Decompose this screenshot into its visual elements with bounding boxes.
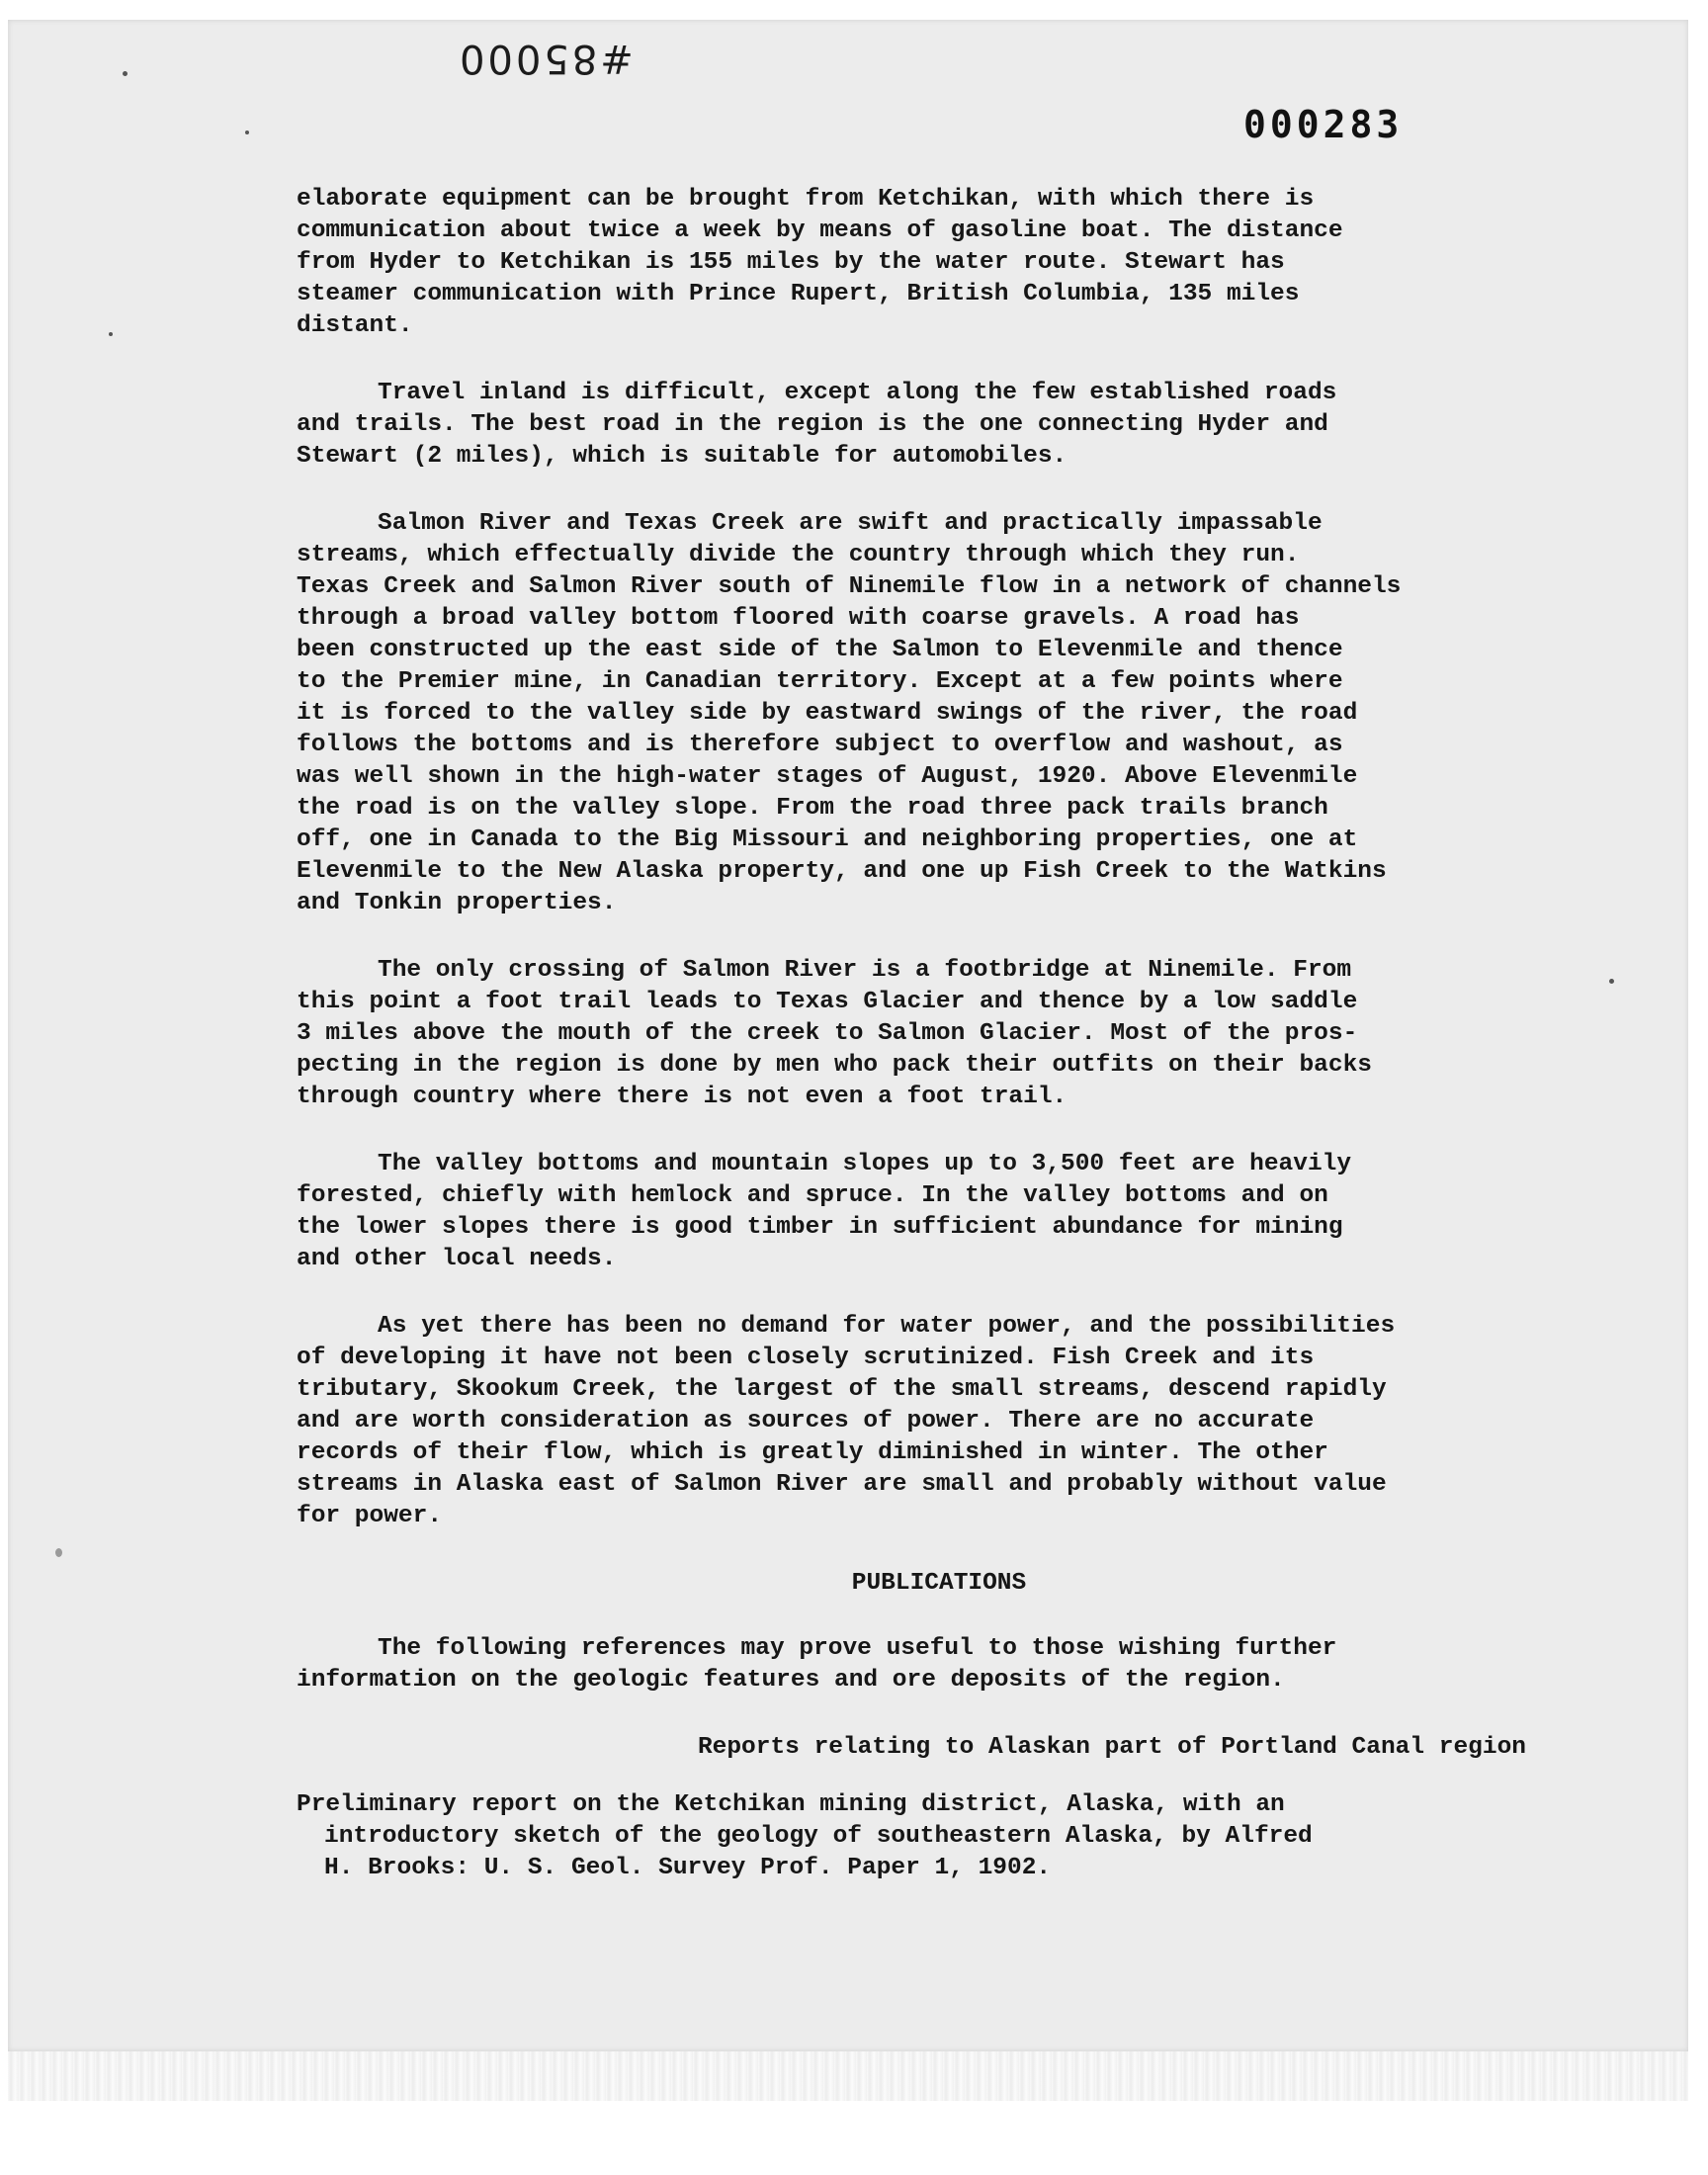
paragraph-communication: elaborate equipment can be brought from Ketchikan, with which there is communication about twice a week by means of gasoline boat. The distance from Hyder to Ketchikan is 155 miles by the water route. Stewart has steamer communication with Prince Rupert, British Columbia, 135 miles distant.: [297, 186, 1343, 339]
page-bottom-edge: [8, 2051, 1688, 2101]
paragraph-water-power: As yet there has been no demand for water power, and the possibilities of developing it have not been closely scrutinized. Fish Creek and its tributary, Skookum Creek, the largest of the small streams, descend rapidly and are worth consideration as sources of power. There are no accurate records of their flow, which is greatly diminished in winter. The other streams in Alaska east of Salmon River are small and probably without value for power.: [297, 1313, 1396, 1529]
reports-subheading: Reports relating to Alaskan part of Portland Canal region: [697, 1734, 1526, 1761]
scan-speck: [109, 332, 113, 336]
handwritten-page-number: #85000: [457, 36, 634, 81]
document-body: [297, 184, 1542, 1884]
paragraph-crossing: The only crossing of Salmon River is a footbridge at Ninemile. From this point a foot trail leads to Texas Glacier and thence by a low saddle 3 miles above the mouth of the creek to Salmon Glacier. Most of the pros- pecting in the region is done by men who pack their outfits on their backs through country where there is not even a foot trail.: [297, 957, 1372, 1110]
paragraph-salmon-river: Salmon River and Texas Creek are swift and practically impassable streams, which effectually divide the country through which they run. Texas Creek and Salmon River south of Ninemile flow in a network of channels through a broad valley bottom floored with coarse gravels. A road has been constructed up the east side of the Salmon to Elevenmile and thence to the Premier mine, in Canadian territory. Except at a few points where it is forced to the valley side by eastward swings of the river, the road follows the bottoms and is therefore subject to overflow and washout, as was well shown in the high-water stages of August, 1920. Above Elevenmile the road is on the valley slope. From the road three pack trails branch off, one in Canada to the Big Missouri and neighboring properties, one at Elevenmile to the New Alaska property, and one up Fish Creek to the Watkins and Tonkin properties.: [297, 510, 1402, 916]
publications-intro: The following references may prove useful to those wishing further information on the geologic features and ore deposits of the region.: [297, 1635, 1337, 1694]
scan-speck: [123, 71, 128, 76]
scan-speck: [1609, 979, 1614, 984]
stamped-page-number: 000283: [1243, 103, 1404, 146]
scan-speck: [55, 1548, 62, 1557]
paragraph-travel-inland: Travel inland is difficult, except along the few established roads and trails. The best road in the region is the one connecting Hyder and Stewart (2 miles), which is suitable for automobiles.: [297, 380, 1337, 470]
scan-speck: [245, 130, 249, 134]
reference-entry: Preliminary report on the Ketchikan mining district, Alaska, with an introductory sketch of the geology of southeastern Alaska, by Alfred H. Brooks: U. S. Geol. Survey Prof. Paper 1, 1902.: [297, 1791, 1313, 1881]
paragraph-forests: The valley bottoms and mountain slopes up to 3,500 feet are heavily forested, chiefly with hemlock and spruce. In the valley bottoms and on the lower slopes there is good timber in sufficient abundance for mining and other local needs.: [297, 1151, 1352, 1272]
publications-heading: PUBLICATIONS: [851, 1570, 1027, 1597]
